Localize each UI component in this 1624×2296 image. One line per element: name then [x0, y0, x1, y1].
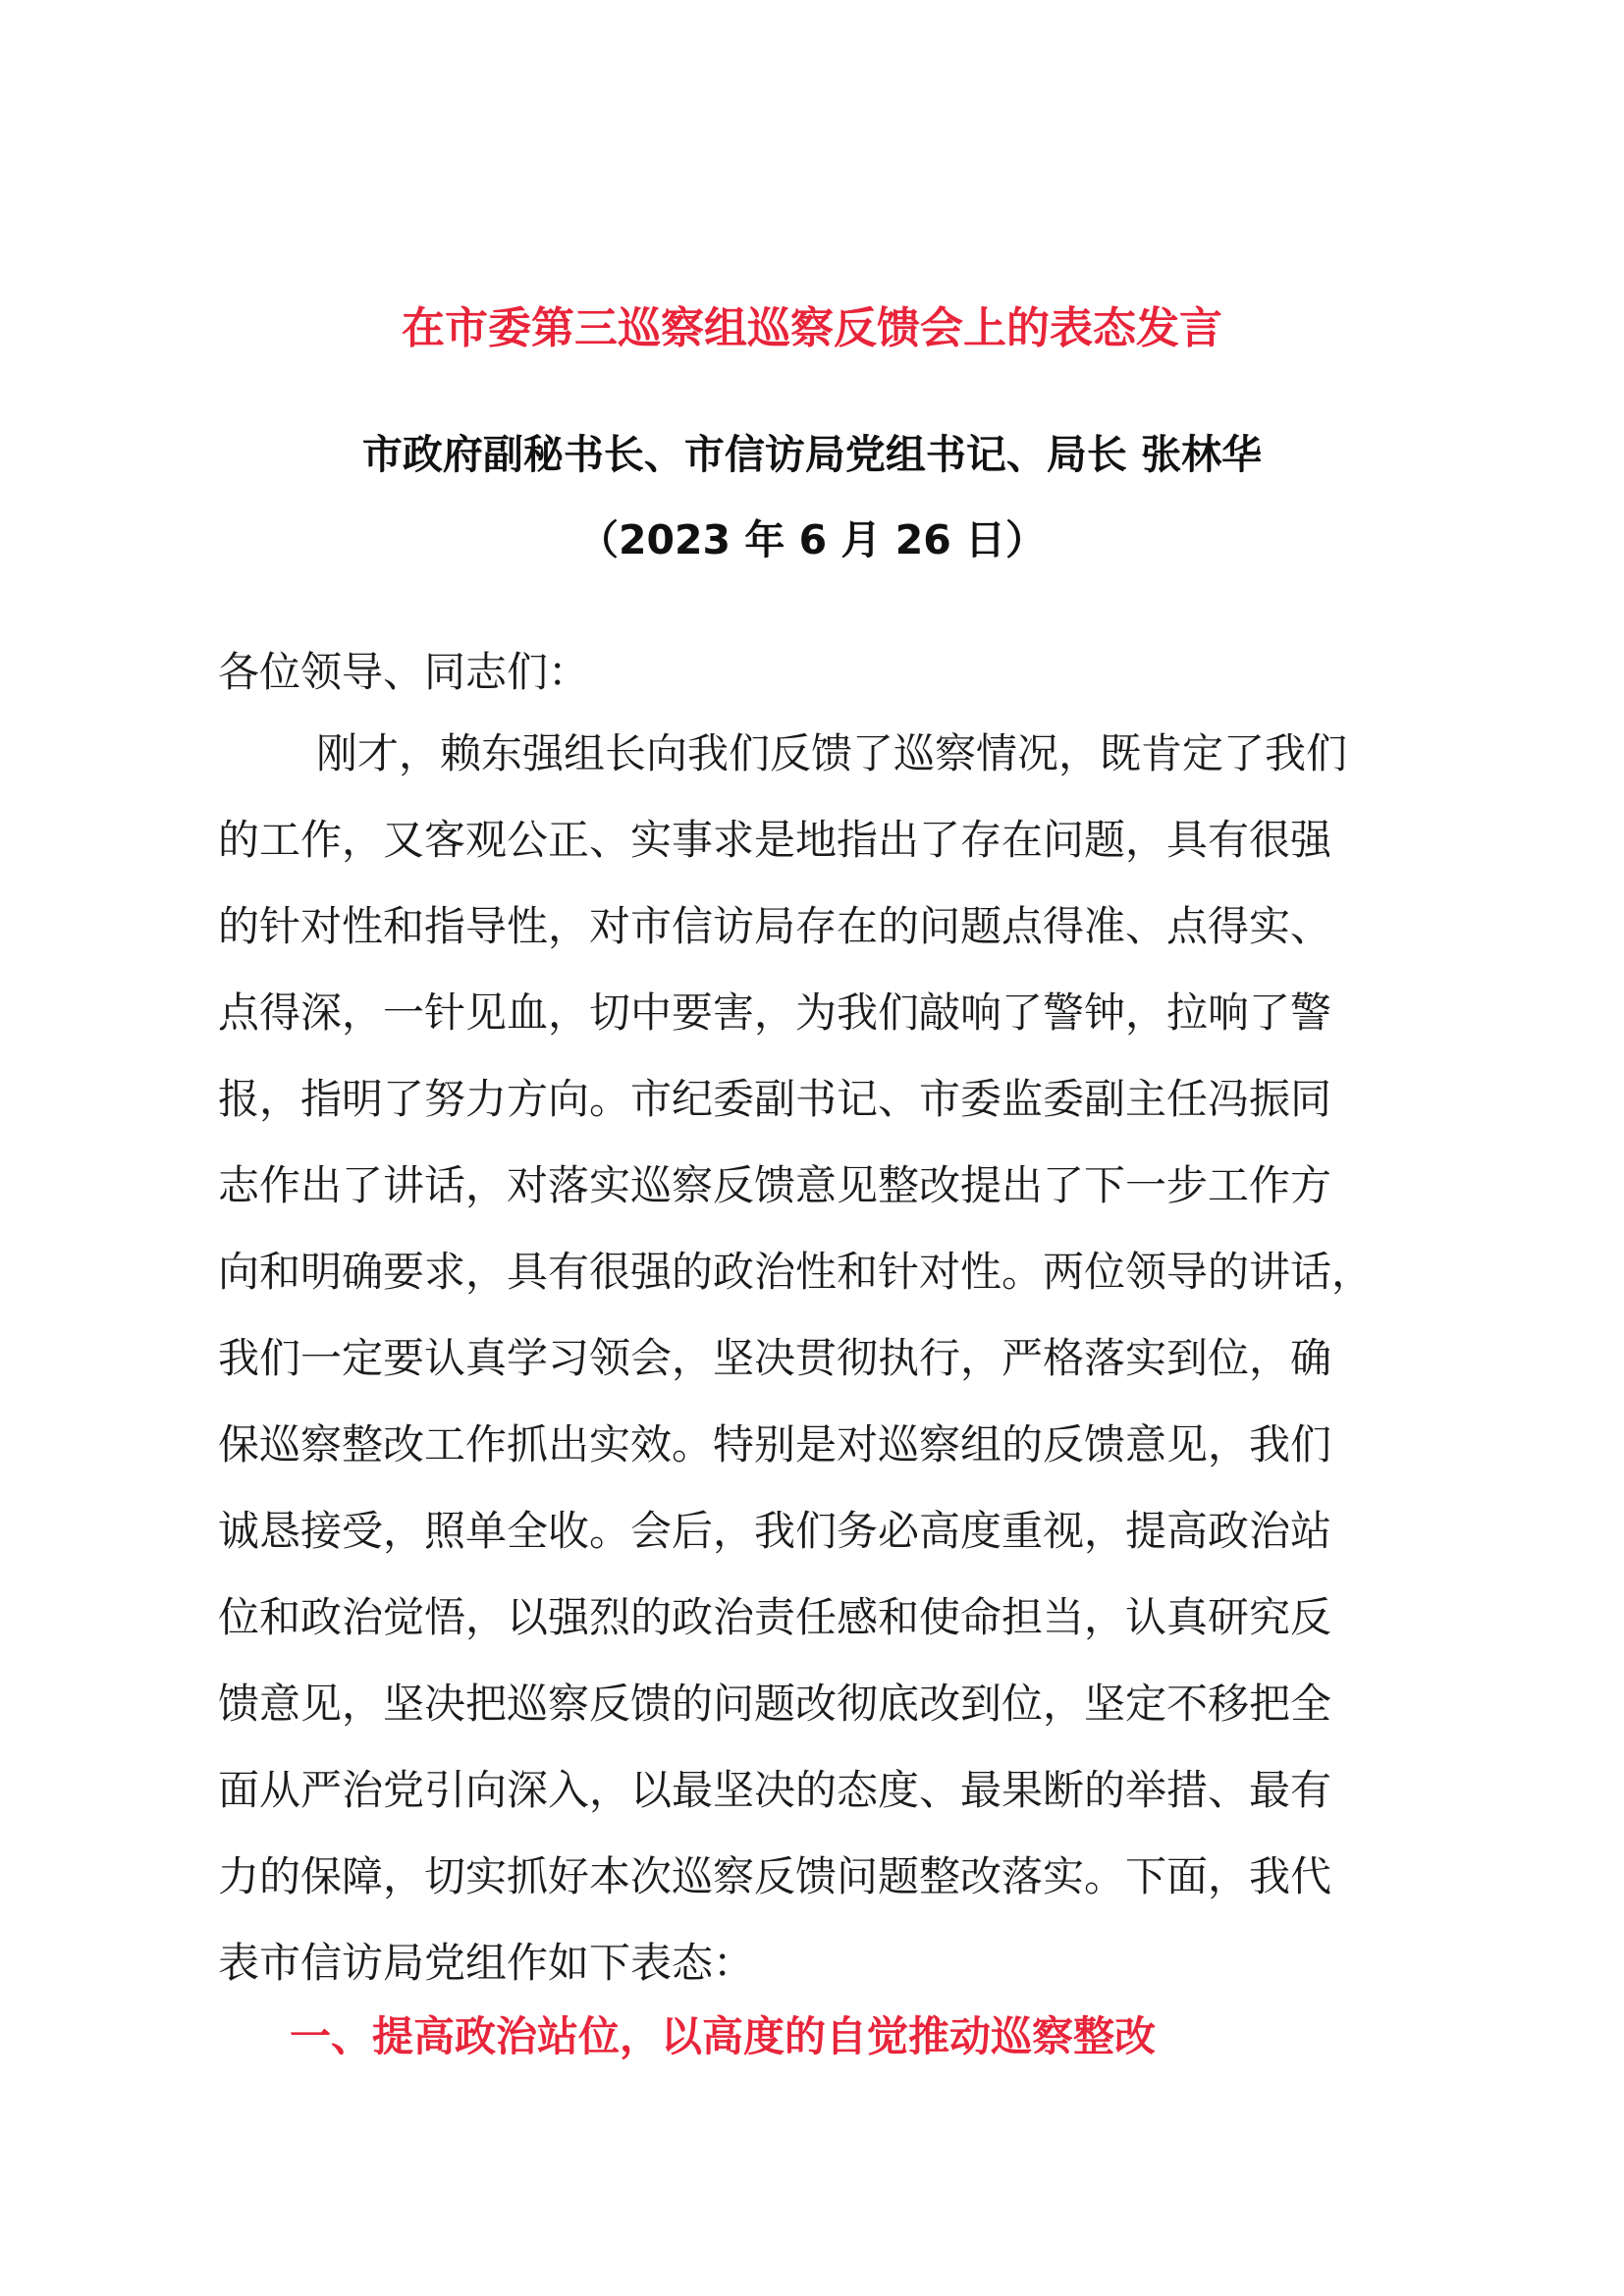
- paragraph-line: 刚才，赖东强组长向我们反馈了巡察情况，既肯定了我们: [316, 729, 1348, 777]
- date-line: （2023 年 6 月 26 日）: [577, 516, 1047, 563]
- paragraph-line: 保巡察整改工作抓出实效。特别是对巡察组的反馈意见，我们: [218, 1420, 1332, 1468]
- paragraph-line: 面从严治党引向深入，以最坚决的态度、最果断的举措、最有: [218, 1766, 1332, 1814]
- document-title: 在市委第三巡察组巡察反馈会上的表态发言: [402, 303, 1222, 353]
- section-heading: 一、提高政治站位，以高度的自觉推动巡察整改: [290, 2012, 1157, 2060]
- paragraph-line: 力的保障，切实抓好本次巡察反馈问题整改落实。下面，我代: [218, 1852, 1332, 1900]
- paragraph-line: 点得深，一针见血，切中要害，为我们敲响了警钟，拉响了警: [218, 988, 1332, 1037]
- paragraph-line: 的针对性和指导性，对市信访局存在的问题点得准、点得实、: [218, 902, 1332, 950]
- paragraph-line: 向和明确要求，具有很强的政治性和针对性。两位领导的讲话，: [218, 1248, 1374, 1296]
- greeting: 各位领导、同志们：: [218, 648, 590, 696]
- paragraph-line: 馈意见，坚决把巡察反馈的问题改彻底改到位，坚定不移把全: [218, 1680, 1332, 1728]
- paragraph-line: 诚恳接受，照单全收。会后，我们务必高度重视，提高政治站: [218, 1507, 1332, 1555]
- paragraph-line: 我们一定要认真学习领会，坚决贯彻执行，严格落实到位，确: [218, 1334, 1332, 1382]
- paragraph-line: 报，指明了努力方向。市纪委副书记、市委监委副主任冯振同: [218, 1075, 1332, 1123]
- paragraph-line: 位和政治觉悟，以强烈的政治责任感和使命担当，认真研究反: [218, 1593, 1332, 1641]
- body-paragraph: [218, 724, 1435, 2020]
- paragraph-line: 表市信访局党组作如下表态：: [218, 1939, 755, 1987]
- author-line: 市政府副秘书长、市信访局党组书记、局长 张林华: [361, 431, 1263, 478]
- paragraph-line: 志作出了讲话，对落实巡察反馈意见整改提出了下一步工作方: [218, 1161, 1332, 1209]
- paragraph-line: 的工作，又客观公正、实事求是地指出了存在问题，具有很强: [218, 816, 1332, 864]
